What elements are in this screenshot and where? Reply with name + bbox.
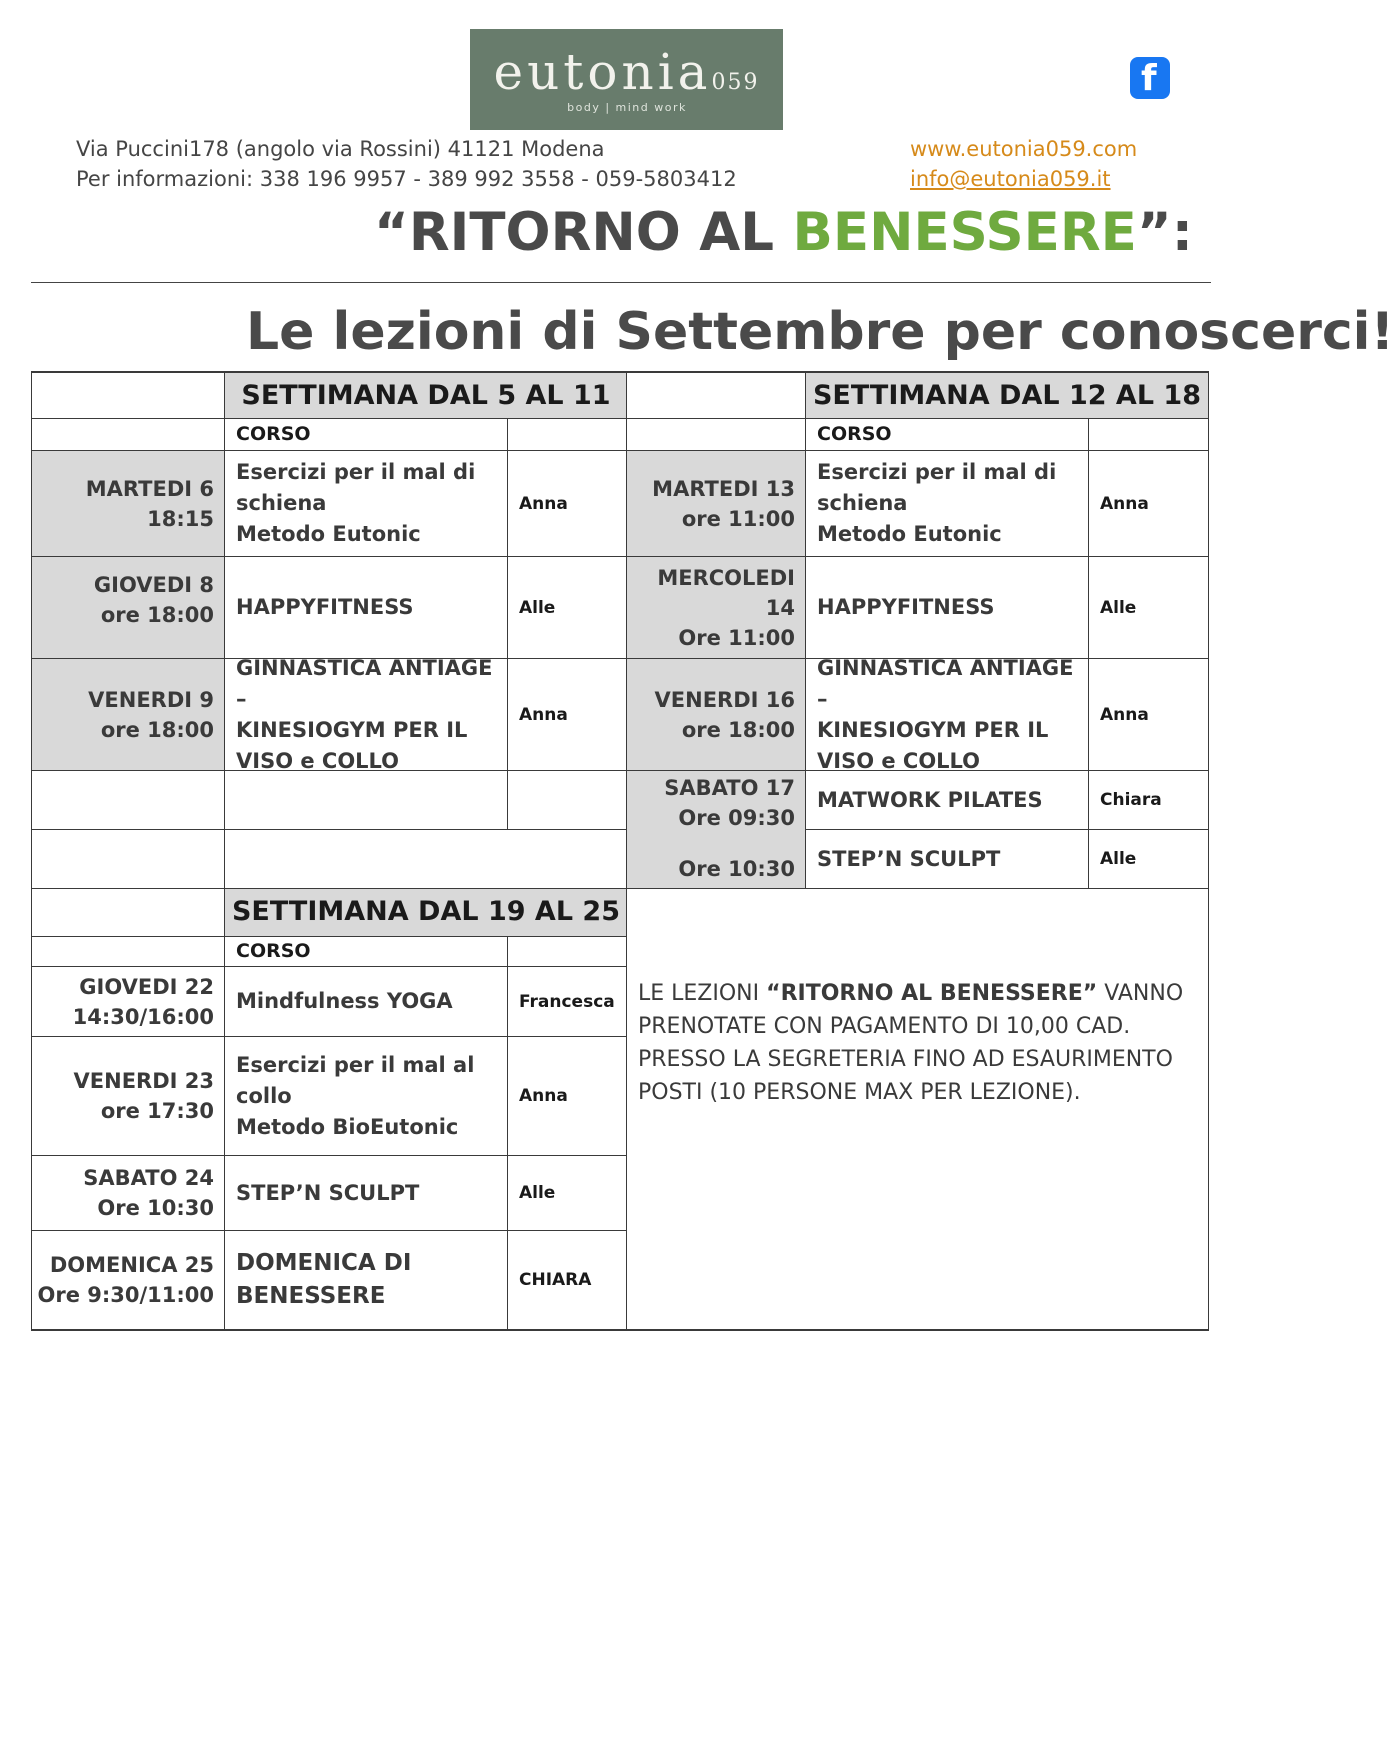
week1-row3-day: VENERDI 9 ore 18:00 (88, 687, 214, 742)
week1-row2-teacher: Alle (519, 597, 556, 618)
week3-row1-day: GIOVEDI 22 14:30/16:00 (72, 974, 214, 1029)
page-subtitle: Le lezioni di Settembre per conoscerci! (246, 302, 1394, 362)
contact-links (910, 134, 1137, 194)
week2-row3-course: GINNASTICA ANTIAGE – KINESIOGYM PER IL VISO e COLLO (817, 655, 1074, 773)
week1-corso-header: CORSO (236, 423, 311, 445)
week2-row2-day: MERCOLEDI 14 Ore 11:00 (657, 565, 795, 650)
website-link[interactable]: www.eutonia059.com (910, 137, 1138, 161)
week2-corso-header: CORSO (817, 423, 892, 445)
week1-row2-course: HAPPYFITNESS (236, 595, 414, 619)
week1-title: SETTIMANA DAL 5 AL 11 (241, 380, 611, 411)
week3-row1-teacher: Francesca (519, 991, 615, 1012)
week2-row1-course: Esercizi per il mal di schiena Metodo Eutonic (817, 460, 1057, 546)
week2-row3-teacher: Anna (1100, 704, 1149, 725)
week1-row3-course: GINNASTICA ANTIAGE – KINESIOGYM PER IL VISO e COLLO (236, 655, 493, 773)
address-block (76, 134, 737, 194)
week1-row1-day: MARTEDI 6 18:15 (85, 476, 214, 531)
page-title: “RITORNO AL BENESSERE”: (374, 202, 1193, 263)
address-line: Via Puccini178 (angolo via Rossini) 41121 Modena (76, 137, 605, 161)
phone-line: Per informazioni: 338 196 9957 - 389 992 3558 - 059-5803412 (76, 167, 737, 191)
week3-row4-teacher: CHIARA (519, 1270, 592, 1290)
logo (470, 29, 783, 130)
week3-row2-teacher: Anna (519, 1086, 568, 1106)
week3-row3-course: STEP’N SCULPT (236, 1180, 420, 1205)
logo-number: 059 (711, 70, 760, 95)
week2-saturday-teacher1: Chiara (1100, 790, 1162, 810)
week2-title: SETTIMANA DAL 12 AL 18 (812, 380, 1201, 411)
booking-note: LE LEZIONI “RITORNO AL BENESSERE” VANNO PRENOTATE CON PAGAMENTO DI 10,00 CAD. PRESSO LA SEGRETERIA FINO AD ESAURIMENTO POSTI (10 PERSONE MAX PER LEZIONE). (638, 981, 1184, 1105)
week3-row2-day: VENERDI 23 ore 17:30 (73, 1069, 214, 1123)
week1-row2-day: GIOVEDI 8 ore 18:00 (93, 572, 214, 627)
title-highlight: BENESSERE (792, 202, 1137, 263)
logo-tagline: body | mind work (567, 101, 687, 114)
week3-row4-day: DOMENICA 25 Ore 9:30/11:00 (37, 1253, 214, 1307)
week2-row2-teacher: Alle (1100, 597, 1137, 618)
week2-saturday-course1: MATWORK PILATES (817, 787, 1043, 812)
booking-note-bold: “RITORNO AL BENESSERE” (766, 981, 1098, 1006)
week3-corso-header: CORSO (236, 940, 311, 962)
week2-row2-course: HAPPYFITNESS (817, 595, 995, 619)
week2-row1-day: MARTEDI 13 ore 11:00 (652, 476, 795, 531)
week3-row4-course: DOMENICA DI BENESSERE (236, 1250, 412, 1309)
week3-row1-course: Mindfulness YOGA (236, 989, 453, 1013)
week1-row1-teacher: Anna (519, 493, 568, 514)
week3-title: SETTIMANA DAL 19 AL 25 (231, 896, 620, 927)
week2-saturday-course2: STEP’N SCULPT (817, 846, 1001, 871)
week1-row1-course: Esercizi per il mal di schiena Metodo Eutonic (236, 460, 476, 546)
week1-row3-teacher: Anna (519, 704, 568, 725)
divider (31, 282, 1211, 283)
facebook-icon[interactable]: f (1130, 57, 1170, 99)
week2-saturday-teacher2: Alle (1100, 849, 1137, 869)
week2-saturday-day: SABATO 17 Ore 09:30 Ore 10:30 (664, 776, 795, 881)
week2-row1-teacher: Anna (1100, 493, 1149, 514)
week3-row2-course: Esercizi per il mal al collo Metodo BioEutonic (236, 1052, 475, 1139)
week3-row3-teacher: Alle (519, 1183, 556, 1203)
logo-name: eutonia059 (493, 43, 760, 101)
week2-row3-day: VENERDI 16 ore 18:00 (654, 687, 795, 742)
week3-row3-day: SABATO 24 Ore 10:30 (83, 1166, 214, 1220)
email-link[interactable]: info@eutonia059.it (910, 167, 1111, 191)
